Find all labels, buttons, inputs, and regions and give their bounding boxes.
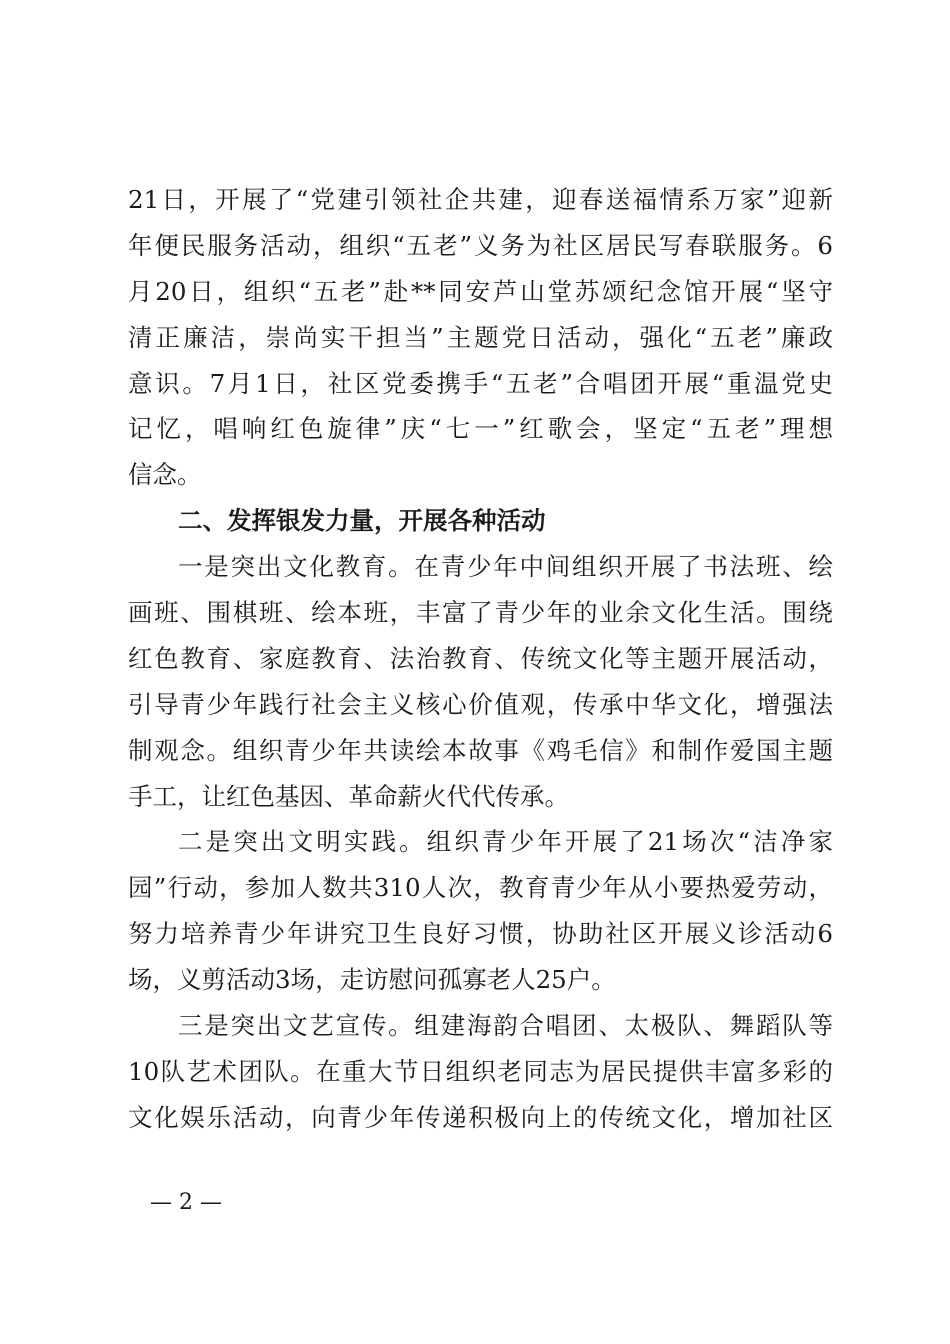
text-line: 文化娱乐活动，向青少年传递积极向上的传统文化，增加社区: [128, 1102, 833, 1132]
text-line: 清正廉洁，崇尚实干担当”主题党日活动，强化“五老”廉政: [128, 322, 833, 352]
paragraph-culture-education: [128, 544, 833, 819]
text-line: 制观念。组织青少年共读绘本故事《鸡毛信》和制作爱国主题: [128, 735, 833, 765]
section-heading: 二、发挥银发力量，开展各种活动: [178, 506, 546, 536]
text-line: 园”行动，参加人数共310人次，教育青少年从小要热爱劳动，: [128, 873, 833, 903]
text-line: 场，义剪活动3场，走访慰问孤寡老人25户。: [128, 965, 616, 995]
paragraph-civilization-practice: [128, 819, 833, 1003]
text-line: 信念。: [128, 460, 202, 490]
page-number: — 2 —: [150, 1190, 222, 1215]
text-line: 意识。7月1日，社区党委携手“五老”合唱团开展“重温党史: [128, 368, 833, 398]
document-body: [128, 177, 833, 1141]
text-line: 21日，开展了“党建引领社企共建，迎春送福情系万家”迎新: [128, 185, 833, 214]
text-line: 三是突出文艺宣传。组建海韵合唱团、太极队、舞蹈队等: [178, 1011, 833, 1041]
text-line: 手工，让红色基因、革命薪火代代传承。: [128, 781, 569, 811]
text-line: 10队艺术团队。在重大节日组织老同志为居民提供丰富多彩的: [128, 1056, 833, 1086]
text-line: 努力培养青少年讲究卫生良好习惯，协助社区开展义诊活动6: [128, 919, 833, 949]
text-line: 引导青少年践行社会主义核心价值观，传承中华文化，增强法: [128, 689, 833, 719]
text-line: 记忆，唱响红色旋律”庆“七一”红歌会，坚定“五老”理想: [128, 414, 833, 444]
text-line: 二是突出文明实践。组织青少年开展了21场次“洁净家: [178, 827, 833, 857]
text-line: 红色教育、家庭教育、法治教育、传统文化等主题开展活动，: [128, 643, 833, 673]
paragraph-arts-promotion: [128, 1003, 833, 1141]
text-line: 画班、围棋班、绘本班，丰富了青少年的业余文化生活。围绕: [128, 598, 833, 628]
text-line: 月20日，组织“五老”赴**同安芦山堂苏颂纪念馆开展“坚守: [128, 276, 833, 306]
text-line: 年便民服务活动，组织“五老”义务为社区居民写春联服务。6: [128, 230, 833, 260]
paragraph-continuation: [128, 177, 833, 498]
text-line: 一是突出文化教育。在青少年中间组织开展了书法班、绘: [178, 552, 833, 582]
